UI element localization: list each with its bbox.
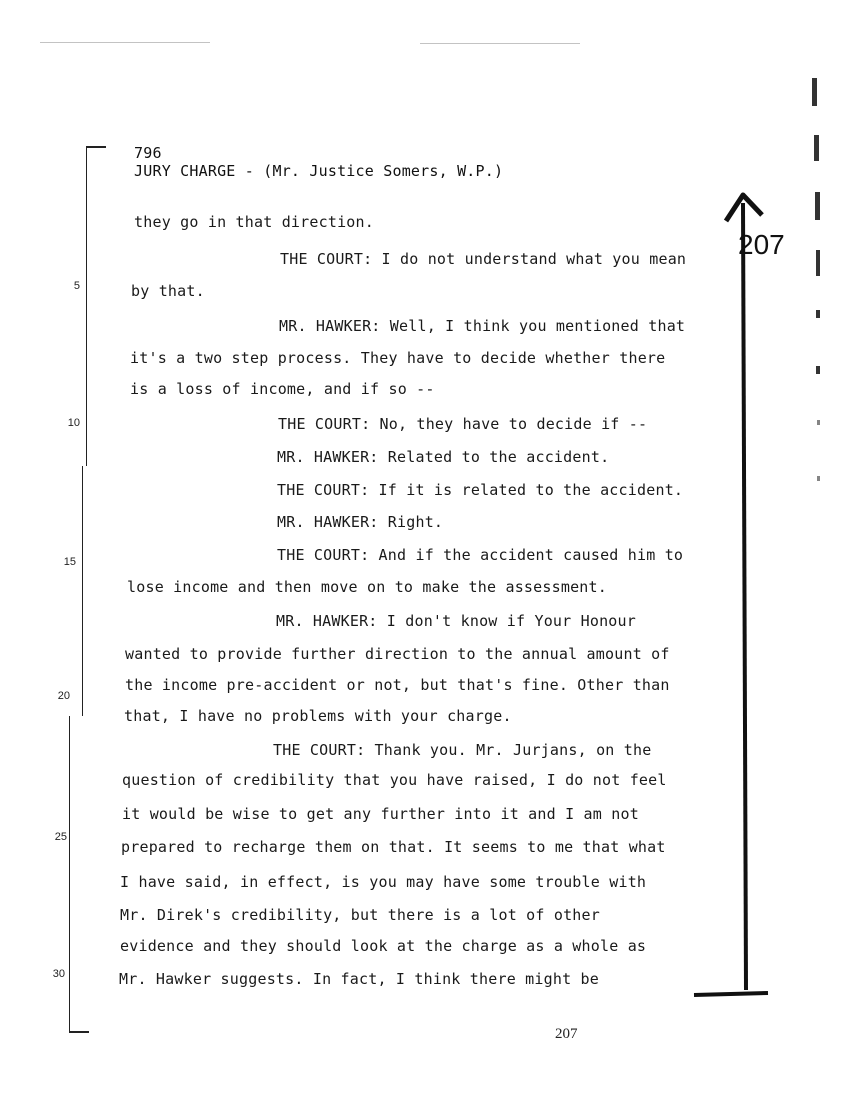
transcript-line-1: they go in that direction. [134,213,374,231]
line-number-30: 30 [52,968,65,980]
bracket-top [86,146,106,148]
transcript-line-22: Mr. Direk's credibility, but there is a lot of other [120,906,600,924]
edge-mark-4 [816,250,820,276]
bracket-upper [86,146,87,466]
page-reference: 796 [134,144,162,162]
edge-mark-2 [814,135,819,161]
transcript-line-19: it would be wise to get any further into it and I am not [122,805,639,823]
transcript-line-13: MR. HAWKER: I don't know if Your Honour [276,612,636,630]
transcript-line-3: by that. [131,282,205,300]
transcript-line-18: question of credibility that you have raised, I do not feel [122,771,667,789]
transcript-line-10: MR. HAWKER: Right. [277,513,444,531]
bracket-lower [69,716,70,1032]
transcript-line-2: THE COURT: I do not understand what you mean [280,250,687,268]
transcript-line-11: THE COURT: And if the accident caused him to [277,546,684,564]
edge-mark-3 [815,192,820,220]
transcript-line-4: MR. HAWKER: Well, I think you mentioned that [279,317,686,335]
scan-artifact-top-right [420,43,580,44]
transcript-line-14: wanted to provide further direction to the annual amount of [125,645,670,663]
annotation-arrow [680,185,790,1005]
transcript-line-21: I have said, in effect, is you may have some trouble with [120,873,647,891]
edge-mark-1 [812,78,817,106]
document-title: JURY CHARGE - (Mr. Justice Somers, W.P.) [134,162,504,180]
page-number: 207 [555,1026,578,1042]
bracket-mid [82,466,83,716]
transcript-line-23: evidence and they should look at the charge as a whole as [120,937,647,955]
edge-mark-8 [817,476,820,481]
transcript-line-12: lose income and then move on to make the assessment. [127,578,607,596]
transcript-line-9: THE COURT: If it is related to the accident. [277,481,684,499]
line-number-15: 15 [63,556,76,568]
line-number-5: 5 [73,280,80,292]
transcript-line-8: MR. HAWKER: Related to the accident. [277,448,610,466]
transcript-line-17: THE COURT: Thank you. Mr. Jurjans, on the [273,741,652,759]
bracket-bottom [69,1031,89,1033]
edge-mark-6 [816,366,820,374]
transcript-line-24: Mr. Hawker suggests. In fact, I think there might be [119,970,599,988]
handwritten-page-stamp: 207 [738,229,785,260]
transcript-line-20: prepared to recharge them on that. It seems to me that what [121,838,666,856]
edge-mark-7 [817,420,820,425]
transcript-line-15: the income pre-accident or not, but that's fine. Other than [125,676,670,694]
arrow-shaft [743,203,746,990]
line-number-10: 10 [67,417,80,429]
transcript-line-7: THE COURT: No, they have to decide if -- [278,415,648,433]
line-number-20: 20 [57,690,70,702]
line-number-25: 25 [54,831,67,843]
arrow-base [694,993,768,995]
transcript-line-16: that, I have no problems with your charge. [124,707,512,725]
edge-mark-5 [816,310,820,318]
scan-artifact-top-left [40,42,210,43]
transcript-line-6: is a loss of income, and if so -- [130,380,435,398]
transcript-line-5: it's a two step process. They have to decide whether there [130,349,666,367]
